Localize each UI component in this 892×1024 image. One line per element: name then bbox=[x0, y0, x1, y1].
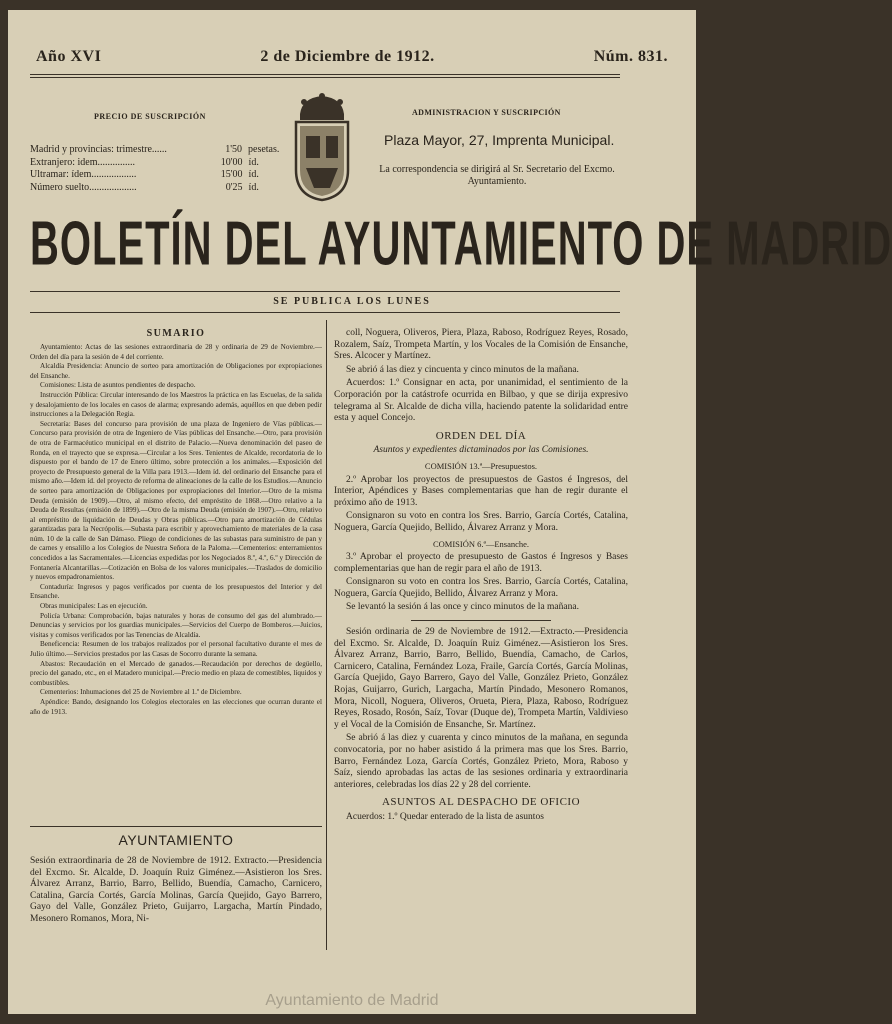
paragraph: Se abrió á las diez y cincuenta y cinco minutos de la mañana. bbox=[346, 364, 579, 375]
price-row: Extranjero: idem............... 10'00 íd. bbox=[30, 156, 259, 168]
subscription-prices bbox=[30, 144, 280, 194]
publication-note: SE PUBLICA LOS LUNES bbox=[273, 296, 431, 307]
paragraph: 3.º Aprobar el proyecto de presupuesto de Gastos é Ingresos y Bases complementarias que han de regir para el año de 1913. bbox=[334, 552, 628, 574]
price-row: Madrid y provincias: trimestre...... 1'50 pesetas. bbox=[30, 144, 280, 155]
column-separator bbox=[326, 320, 327, 950]
paragraph: Consignaron su voto en contra los Sres. Barrio, García Cortés, Catalina, Noguera, García Quejido, Bellido, Álvarez Arranz y Mora. bbox=[334, 511, 628, 533]
paragraph: Acuerdos: 1.º Quedar enterado de la lista de asuntos bbox=[346, 811, 544, 822]
orden-del-dia-heading: ORDEN DEL DÍA bbox=[435, 429, 527, 442]
paragraph: Consignaron su voto en contra los Sres. Barrio, García Cortés, Catalina, Noguera, García Quejido, Bellido, Álvarez Arranz y Mora. bbox=[334, 577, 628, 599]
administration-address: Plaza Mayor, 27, Imprenta Municipal. bbox=[384, 132, 615, 148]
masthead bbox=[8, 48, 696, 66]
sumario-paragraph: Secretaría: Bases del concurso para provisión de una plaza de Ingeniero de Vías públicas.—Concurso para provisión de otra de Ingeniero de Vías públicas del Ensanche.—Otro, para provisión de otra de Farmacéutico municipal en el distrito de Palacio.—Nueva denominación del paseo de Ronda, en el trayecto que se expresa.—Circular a los Sres. Tenientes de Alcalde, recordatoria de lo dispuesto por el bando de 17 de Enero último, sobre protección a los animales.—Exposición del proyecto de Presupuesto general de la Villa para 1913.—Idem íd. del ordinario del Ensanche para el mismo año.—Idem íd. del proyecto de reforma de alineaciones de la calle de los Estudios.—Anuncio de sorteo para amortización de Obligaciones por expropiaciones del Interior.—Otro de la misma Deuda (emisión de 1909).—Otro, al mismo efecto, del empréstito de 1868.—Otro relativo a la Deuda de Resultas (emisión de 1899).—Otro de la misma Deuda (emisión de 1907).—Otro, relativo al empréstito de liquidación de Deudas y Obras públicas.—Otro para amortización de Cédulas garantizadas para la Necrópolis.—Subasta para escribir y aprovechamiento de materiales de la casa núm. 10 de la calle de San Dámaso. Pliego de condiciones de las subastas para suministro de pan y de carnes y ensalillo a los Colegios de Nuestra Señora de la Paloma.—Cementerios: enterramientos concedidos a las Sacramentales.—Licencias expedidas por los Negociados 8.º, 4.º, 6.º y Dirección de Fontanería Alcantarillas.—Cotización en Bolsa de los valores municipales.—Traslados de domicilio y nuevos empadronamientos. bbox=[30, 419, 322, 582]
divider bbox=[411, 620, 551, 621]
price-row: Ultramar: ídem.................. 15'00 íd. bbox=[30, 169, 259, 180]
sumario-paragraph: Ayuntamiento: Actas de las sesiones extraordinaria de 28 y ordinaria de 29 de Noviembre.—Orden del día para la sesión de 4 del corriente. bbox=[30, 343, 322, 361]
sumario-paragraph: Obras municipales: Las en ejecución. bbox=[40, 602, 148, 611]
watermark: Ayuntamiento de Madrid bbox=[265, 992, 439, 1009]
paragraph: coll, Noguera, Oliveros, Piera, Plaza, Raboso, Rodríguez Reyes, Rosado, Rozalem, Saíz, Trompeta Martín, y los Vocales de la Comisión de Ensanche, Sres. Alcocer y Martínez. bbox=[334, 328, 628, 362]
newspaper-title: BOLETÍN DEL AYUNTAMIENTO DE MADRID bbox=[30, 210, 892, 279]
paragraph: 2.º Aprobar los proyectos de presupuestos de Gastos é Ingresos, del Interior, Apéndices y Bases complementarias que han de regir durante el próximo año de 1913. bbox=[334, 474, 628, 508]
madrid-coat-of-arms-icon bbox=[290, 92, 354, 204]
sumario-paragraph: Abastos: Recaudación en el Mercado de ganados.—Recaudación por derechos de degüello, precio del ganado, etc., en el Matadero municipal.—Precio medio en plaza de comestibles, líquidos y combustibles. bbox=[30, 659, 322, 687]
title-rule bbox=[30, 291, 620, 292]
issue-number: Núm. 831. bbox=[593, 48, 668, 65]
administration-title: ADMINISTRACION Y SUSCRIPCIÓN bbox=[412, 108, 561, 117]
sumario-heading: SUMARIO bbox=[146, 328, 206, 339]
year-label: Año XVI bbox=[36, 48, 102, 65]
sumario-paragraph: Policía Urbana: Comprobación, bajas naturales y horas de consumo del gas del alumbrado.—Denuncias y servicios por los guardias municipales.—Servicios del Cuerpo de Bomberos.—Juicios, visitas y comisos verificados por las Tenencias de Alcaldía. bbox=[30, 611, 322, 639]
sumario-paragraph: Comisiones: Lista de asuntos pendientes de despacho. bbox=[40, 381, 196, 390]
right-column bbox=[334, 328, 628, 948]
sumario-paragraph: Instrucción Pública: Circular interesando de los Maestros la práctica en las Escuelas, de la salida y desalojamiento de los locales en casos de alarma; expresando además, aquéllos en que deben pedir instrucciones a la Delegación Regia. bbox=[30, 390, 322, 419]
section-rule bbox=[30, 826, 322, 827]
ayuntamiento-heading: AYUNTAMIENTO bbox=[118, 832, 234, 848]
top-rule bbox=[30, 74, 620, 75]
sumario-paragraph: Contaduría: Ingresos y pagos verificados por cuenta de los presupuestos del Interior y del Ensanche. bbox=[30, 582, 322, 601]
sumario-paragraph: Alcaldía Presidencia: Anuncio de sorteo para amortización de Obligaciones por expropiaciones del Ensanche. bbox=[30, 362, 322, 380]
date-label: 2 de Diciembre de 1912. bbox=[260, 48, 435, 65]
paragraph: Se levantó la sesión á las once y cinco minutos de la mañana. bbox=[346, 602, 579, 613]
paragraph: Acuerdos: 1.º Consignar en acta, por unanimidad, el sentimiento de la Corporación por la catástrofe ocurrida en Bilbao, y que se dirija expresivo telegrama al Sr. Alcalde de dicha villa, haciendo patente la solidaridad entre esta y aquel Concejo. bbox=[334, 378, 628, 424]
left-column bbox=[30, 328, 322, 833]
commission-heading: COMISIÓN 13.ª—Presupuestos. bbox=[424, 460, 538, 471]
sumario-paragraph: Cementerios: Inhumaciones del 25 de Noviembre al 1.º de Diciembre. bbox=[40, 688, 242, 697]
sumario-paragraph: Beneficencia: Resumen de los trabajos realizados por el personal facultativo durante el mes de Julio último.—Servicios prestados por las Casas de Socorro durante la semana. bbox=[30, 640, 322, 658]
administration-note: La correspondencia se dirigirá al Sr. Secretario del Excmo. Ayuntamiento. bbox=[379, 164, 615, 187]
paragraph: Se abrió á las diez y cuarenta y cinco minutos de la mañana, en segunda convocatoria, por no haber asistido á la primera mas que los Sres. Barrio, Barro, Fernández Loza, García Cortés, González Prieto, Mora, Raboso y Saíz, siendo aprobadas las actas de las sesiones ordinaria y extraordinaria anteriores, celebradas los días 22 y 28 del corriente. bbox=[334, 733, 628, 790]
sumario-text bbox=[30, 343, 322, 833]
despacho-heading: ASUNTOS AL DESPACHO DE OFICIO bbox=[381, 796, 581, 809]
sumario-paragraph: Apéndice: Bando, designando los Colegios electorales en las elecciones que ocurran durante el año de 1913. bbox=[30, 697, 322, 716]
newspaper-page bbox=[8, 10, 892, 1014]
commission-heading: COMISIÓN 6.ª—Ensanche. bbox=[432, 538, 530, 549]
title-rule-2 bbox=[30, 312, 620, 313]
price-row: Número suelto................... 0'25 íd. bbox=[30, 181, 259, 193]
asuntos-subheading: Asuntos y expedientes dictaminados por las Comisiones. bbox=[373, 445, 589, 456]
ayuntamiento-text: Sesión extraordinaria de 28 de Noviembre de 1912. Extracto.—Presidencia del Excmo. Sr. Alcalde, D. Joaquín Ruiz Giménez.—Asistieron los Sres. Álvarez Arranz, Barrio, Barro, Bellido, Buendía, Camacho, Carnicero, Catalina, García Cortés, García Molinas, García Quejido, Gayo Barrero, Gayo del Valle, González Prieto, Guijarro, Largacha, Martín Pindado, Mesonero Romanos, Mora, Ni- bbox=[30, 856, 322, 924]
subscription-title: PRECIO DE SUSCRIPCIÓN bbox=[94, 112, 206, 121]
paragraph: Sesión ordinaria de 29 de Noviembre de 1912.—Extracto.—Presidencia del Excmo. Sr. Alcalde, D. Joaquín Ruiz Giménez.—Asistieron los Sres. Álvarez Arranz, Barrio, Barro, Bellido, Buendía, Camacho, de Carlos, Carnicero, Catalina, Fernández Loza, Fraile, García Cortés, García Molinas, García Quejido, Gayo Barrero, Gayo del Valle, González Prieto, González Rojas, Guijarro, Gurich, Largacha, Martín Pindado, Mesonero Romanos, Mora, Nicoll, Noguera, Oliveros, Orueta, Piera, Plaza, Raboso, Rodríguez Reyes, Rosado, Rosón, Saíz, Tovar (Duque de), Trompeta Martín, Valdivieso y el Vocal de la Comisión de Ensanche, Sr. Martínez. bbox=[334, 627, 628, 730]
top-rule-2 bbox=[30, 77, 620, 78]
